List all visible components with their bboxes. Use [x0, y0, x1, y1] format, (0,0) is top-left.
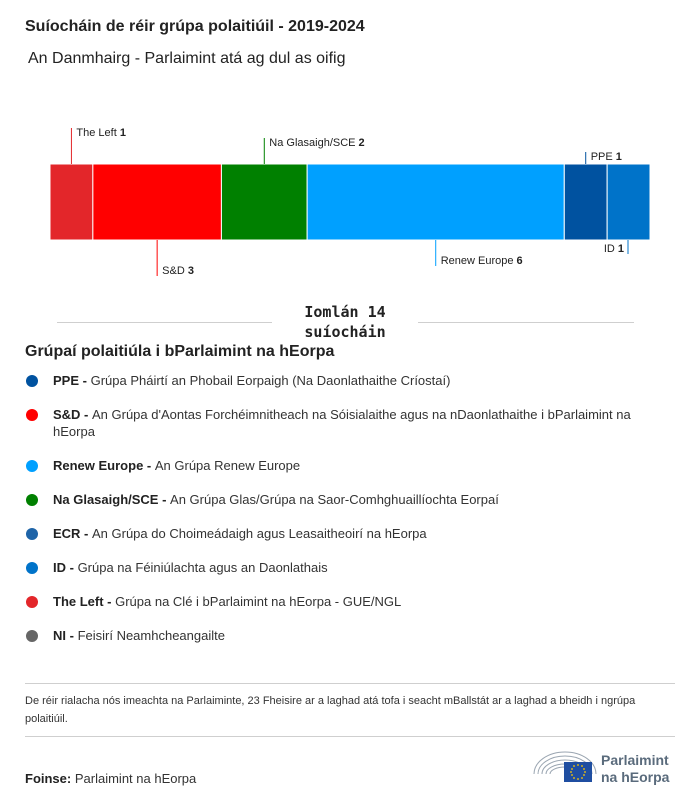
legend-desc: Feisirí Neamhcheangailte — [77, 628, 225, 643]
source-label: Foinse: — [25, 771, 72, 786]
chart-title: Suíocháin de réir grúpa polaitiúil - 2019-2024 — [25, 18, 365, 35]
bar-segment-5 — [607, 164, 650, 240]
source-line — [25, 771, 196, 786]
legend-dot-icon — [26, 528, 38, 540]
legend-abbr: The Left - — [53, 594, 116, 609]
legend-title: Grúpaí polaitiúla i bParlaimint na hEorpa — [25, 343, 335, 360]
bar-segment-0 — [50, 164, 93, 240]
total-divider-left — [57, 322, 272, 323]
legend-dot-icon — [26, 562, 38, 574]
legend-desc: An Grúpa Glas/Grúpa na Saor-Comhghuaillíochta Eorpaí — [170, 492, 499, 507]
legend-dot-icon — [26, 630, 38, 642]
segment-label-1: S&D 3 — [162, 265, 194, 277]
legend-abbr: S&D - — [53, 407, 92, 422]
legend-abbr: Renew Europe - — [53, 458, 155, 473]
bar-segment-2 — [221, 164, 307, 240]
legend-item — [25, 372, 675, 389]
legend-abbr: ECR - — [53, 526, 92, 541]
total-seats-label: Iomlán 14 suíocháin — [304, 303, 386, 341]
legend-abbr: ID - — [53, 560, 78, 575]
legend-dot-icon — [26, 494, 38, 506]
bar-segment-3 — [307, 164, 564, 240]
legend-desc: An Grúpa Renew Europe — [154, 458, 301, 473]
legend-abbr: PPE - — [53, 373, 91, 388]
legend-item — [25, 593, 675, 610]
source-value: Parlaimint na hEorpa — [74, 771, 197, 786]
seat-bar-chart — [0, 0, 700, 300]
legend-dot-icon — [26, 409, 38, 421]
bar-segment-4 — [564, 164, 607, 240]
logo-text — [601, 752, 669, 786]
chart-subtitle: An Danmhairg - Parlaimint atá ag dul as oifig — [28, 50, 346, 67]
note-divider-top — [25, 683, 675, 684]
logo-line-2: na hEorpa — [601, 769, 670, 785]
segment-label-4: PPE 1 — [590, 151, 622, 163]
legend-desc: Grúpa Pháirtí an Phobail Eorpaigh (Na Daonlathaithe Críostaí) — [90, 373, 451, 388]
legend-item — [25, 491, 675, 508]
legend-abbr: Na Glasaigh/SCE - — [53, 492, 171, 507]
legend-dot-icon — [26, 460, 38, 472]
legend-desc: Grúpa na Féiniúlachta agus an Daonlathais — [77, 560, 328, 575]
legend-desc: An Grúpa do Choimeádaigh agus Leasaitheoirí na hEorpa — [92, 526, 427, 541]
legend-list — [25, 372, 675, 644]
legend-item — [25, 627, 675, 644]
legend-desc: An Grúpa d'Aontas Forchéimnitheach na Sóisialaithe agus na nDaonlathaithe i bParlaimint na hEorpa — [53, 407, 631, 439]
logo-line-1: Parlaimint — [601, 752, 669, 768]
legend-item — [25, 406, 675, 440]
total-divider-right — [418, 322, 634, 323]
legend-dot-icon — [26, 596, 38, 608]
legend-item — [25, 457, 675, 474]
bar-segment-1 — [93, 164, 222, 240]
segment-label-3: Renew Europe 6 — [440, 255, 523, 267]
legend-desc: Grúpa na Clé i bParlaimint na hEorpa - GUE/NGL — [115, 594, 402, 609]
legend-item — [25, 525, 675, 542]
legend-item — [25, 559, 675, 576]
note-divider-bottom — [25, 736, 675, 737]
legend-dot-icon — [26, 375, 38, 387]
footnote: De réir rialacha nós imeachta na Parlaiminte, 23 Fheisire ar a laghad atá tofa i seacht mBallstát ar a laghad a bheidh i ngrúpa polaitiúil. — [25, 695, 636, 725]
segment-label-5: ID 1 — [603, 243, 624, 255]
segment-label-0: The Left 1 — [76, 127, 126, 139]
segment-label-2: Na Glasaigh/SCE 2 — [269, 137, 365, 149]
legend-abbr: NI - — [53, 628, 78, 643]
